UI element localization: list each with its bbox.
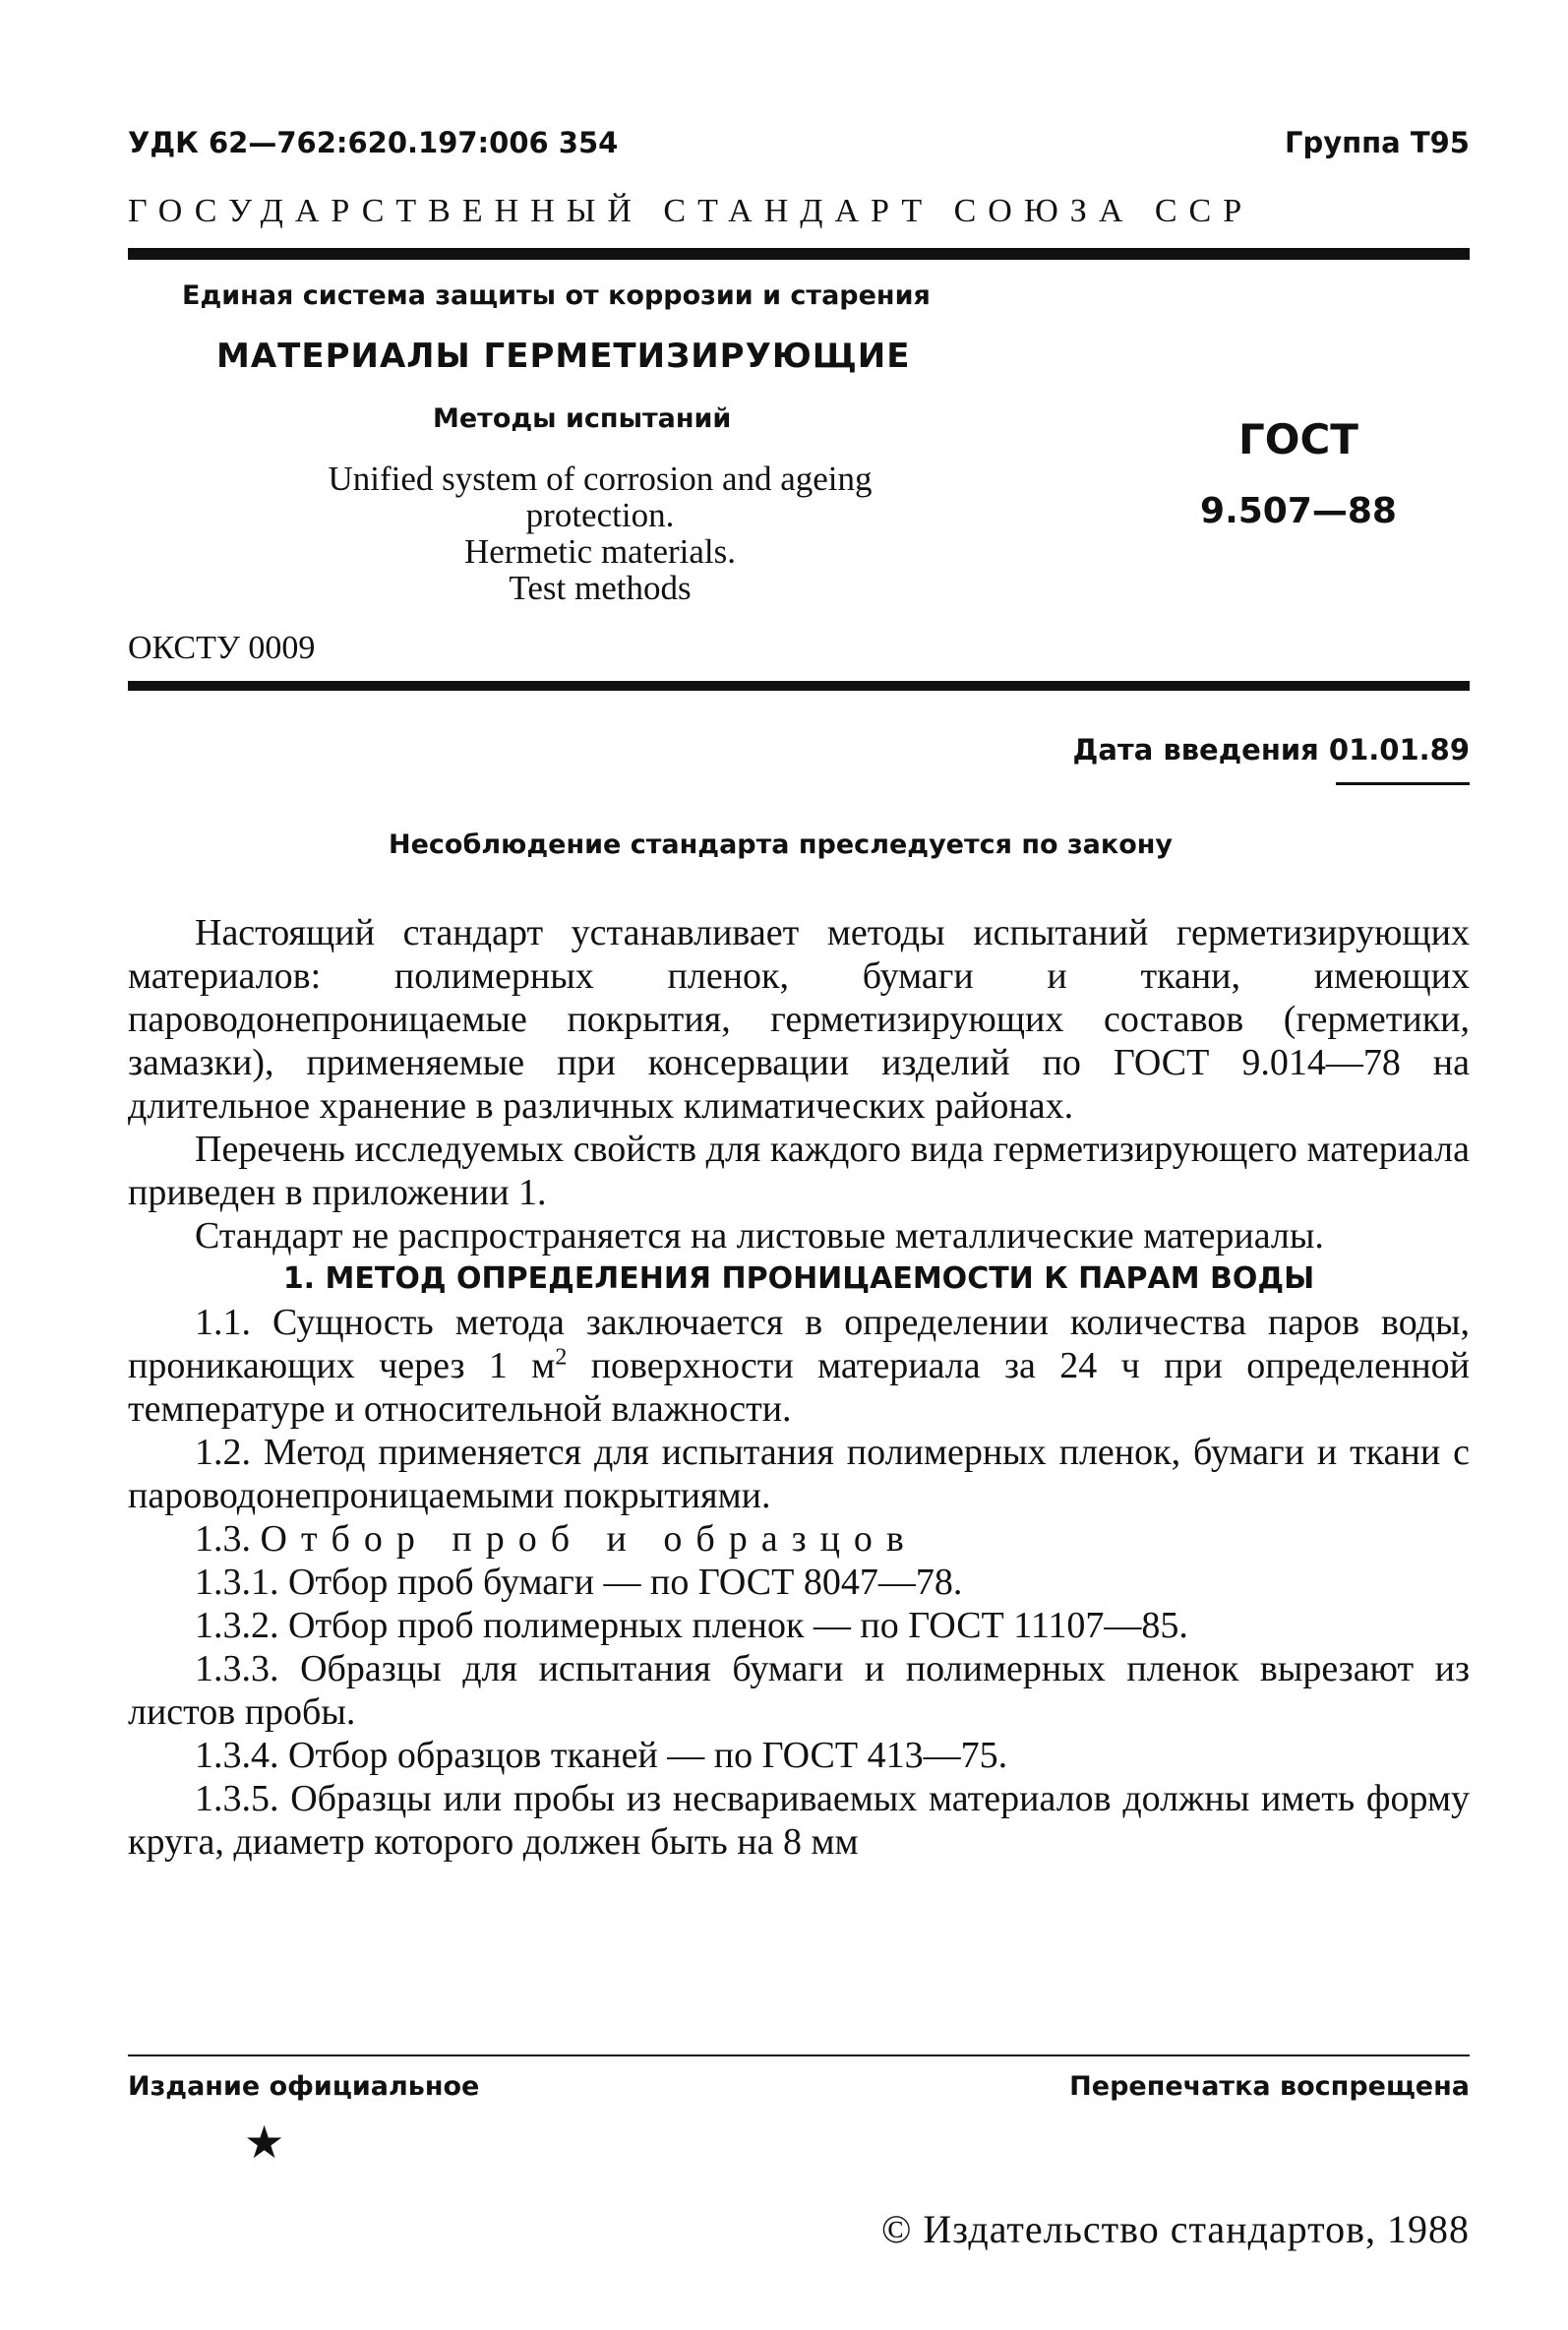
gost-number: 9.507—88 <box>1200 491 1397 531</box>
superscript: 2 <box>555 1344 568 1371</box>
reprint-prohibited: Перепечатка воспрещена <box>1069 2071 1470 2102</box>
gost-word: ГОСТ <box>1238 415 1358 463</box>
state-standard-heading: ГОСУДАРСТВЕННЫЙ СТАНДАРТ СОЮЗА ССР <box>128 193 1254 229</box>
paragraph: Перечень исследуемых свойств для каждого вида герметизирующего материала приведен в приложении 1. <box>128 1129 1470 1213</box>
title-en-line: Hermetic materials. <box>464 532 736 571</box>
clause: 1.3.2. Отбор проб полимерных пленок — по ГОСТ 11107—85. <box>195 1605 1188 1646</box>
gost-designation <box>1190 415 1407 531</box>
clause <box>128 1301 1470 1431</box>
document-title-ru: МАТЕРИАЛЫ ГЕРМЕТИЗИРУЮЩИЕ <box>216 337 911 376</box>
clause-text: 1.1. Сущность метода заключается в определении количества паров воды, проникающих через 1 м <box>128 1302 1470 1386</box>
header-row <box>128 126 1470 165</box>
official-edition: Издание официальное <box>128 2071 480 2102</box>
oksty-code: ОКСТУ 0009 <box>128 630 316 666</box>
group-code: Группа Т95 <box>1284 126 1470 159</box>
clause: 1.3.3. Образцы для испытания бумаги и полимерных пленок вырезают из листов пробы. <box>128 1648 1470 1733</box>
header-rule-thick <box>128 248 1470 260</box>
clause-text: поверхности материала за 24 ч при определенной температуре и относительной влажности. <box>128 1345 1470 1430</box>
title-en-line: Test methods <box>509 569 692 607</box>
subtitle-methods: Методы испытаний <box>433 403 732 434</box>
clause: 1.3.4. Отбор образцов тканей — по ГОСТ 413—75. <box>195 1735 1008 1776</box>
footer-rule <box>128 2054 1470 2056</box>
clause-number: 1.3. <box>195 1518 251 1560</box>
clause: 1.3.1. Отбор проб бумаги — по ГОСТ 8047—78. <box>195 1562 963 1603</box>
series-title: Единая система защиты от коррозии и старения <box>182 280 931 311</box>
document-title-en <box>226 460 974 606</box>
clause <box>128 1517 1470 1561</box>
copyright-notice: © Издательство стандартов, 1988 <box>880 2207 1470 2251</box>
title-rule-thick <box>128 681 1470 691</box>
udk-code: УДК 62—762:620.197:006 354 <box>128 126 619 159</box>
paragraph: Настоящий стандарт устанавливает методы испытаний герметизирующих материалов: полимерных пленок, бумаги и ткани, имеющих пароводонепроницаемые покрытия, герметизирующих составов (герметики, замазки), применяемые при консервации изделий по ГОСТ 9.014—78 на длительное хранение в различных климатических районах. <box>128 912 1470 1127</box>
clause-heading: Отбор проб и образцов <box>260 1518 918 1560</box>
introduction-date: Дата введения 01.01.89 <box>1072 733 1470 766</box>
title-en-line: protection. <box>525 496 675 534</box>
title-en-line: Unified system of corrosion and ageing <box>328 460 873 498</box>
star-icon: ★ <box>244 2115 285 2169</box>
body-text <box>128 911 1470 1864</box>
date-underline <box>1336 782 1470 785</box>
paragraph: Стандарт не распространяется на листовые металлические материалы. <box>195 1215 1324 1257</box>
section-heading: 1. МЕТОД ОПРЕДЕЛЕНИЯ ПРОНИЦАЕМОСТИ К ПАРАМ ВОДЫ <box>282 1261 1315 1296</box>
clause: 1.3.5. Образцы или пробы из несвариваемых материалов должны иметь форму круга, диаметр которого должен быть на 8 мм <box>128 1778 1470 1863</box>
legal-notice: Несоблюдение стандарта преследуется по закону <box>389 829 1174 860</box>
clause: 1.2. Метод применяется для испытания полимерных пленок, бумаги и ткани с пароводонепроницаемыми покрытиями. <box>128 1432 1470 1516</box>
